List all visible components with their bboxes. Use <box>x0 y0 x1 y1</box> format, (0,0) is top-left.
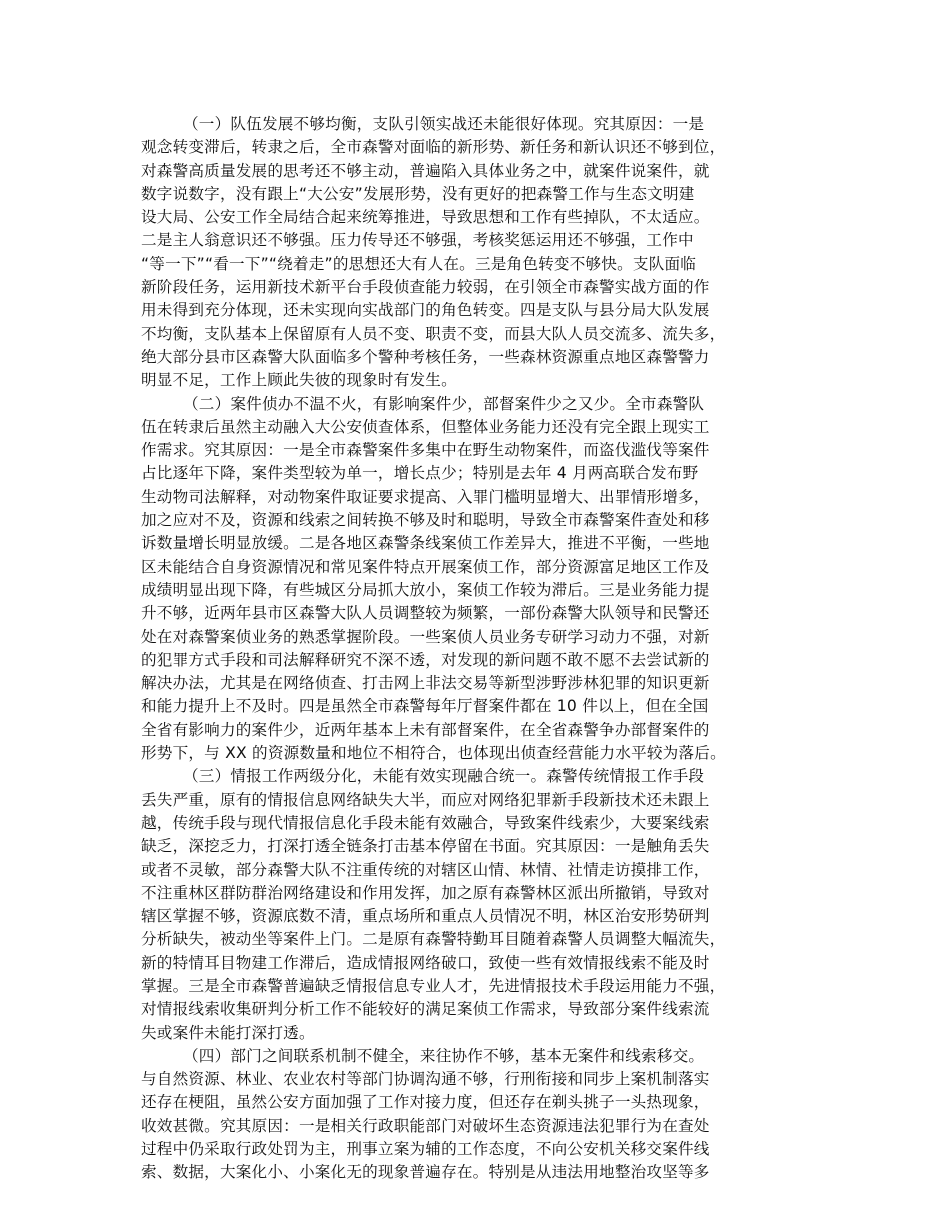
text-line: 二是主人翁意识还不够强。压力传导还不够强，考核奖惩运用还不够强，工作中 <box>141 231 694 250</box>
text-line: 设大局、公安工作全局结合起来统筹推进，导致思想和工作有些掉队，不太适应。 <box>141 208 710 227</box>
text-line: 新阶段任务，运用新技术新平台手段侦查能力较弱，在引领全市森警实战方面的作 <box>141 278 710 297</box>
text-line: 失或案件未能打深打透。 <box>141 1023 315 1042</box>
text-line: 升不够，近两年县市区森警大队人员调整较为频繁，一部份森警大队领导和民警还 <box>141 604 710 623</box>
paragraph-first-line: （一）队伍发展不够均衡，支队引领实战还未能很好体现。究其原因：一是 <box>183 115 705 133</box>
text-line: 分析缺失，被动坐等案件上门。二是原有森警特勤耳目随着森警人员调整大幅流失， <box>141 930 726 949</box>
text-line: 过程中仍采取行政处罚为主，刑事立案为辅的工作态度，不向公安机关移交案件线 <box>141 1140 710 1159</box>
text-line: 诉数量增长明显放缓。二是各地区森警条线案侦工作差异大，推进不平衡，一些地 <box>141 534 710 553</box>
text-line: 区未能结合自身资源情况和常见案件特点开展案侦工作，部分资源富足地区工作及 <box>141 557 710 576</box>
paragraph-first-line: （四）部门之间联系机制不健全，来往协作不够，基本无案件和线索移交。 <box>183 1046 705 1065</box>
paragraph-first-line: （二）案件侦办不温不火，有影响案件少，部督案件少之又少。全市森警队 <box>183 394 705 413</box>
text-line: 绝大部分县市区森警大队面临多个警种考核任务，一些森林资源重点地区森警警力 <box>141 347 710 366</box>
text-line: 明显不足，工作上顾此失彼的现象时有发生。 <box>141 371 457 390</box>
text-line: 索、数据，大案化小、小案化无的现象普遍存在。特别是从违法用地整治攻坚等多 <box>141 1163 710 1182</box>
text-line: 成绩明显出现下降，有些城区分局抓大放小，案侦工作较为滞后。三是业务能力提 <box>141 580 710 599</box>
text-line: 对森警高质量发展的思考还不够主动，普遍陷入具体业务之中，就案件说案件，就 <box>141 161 710 180</box>
text-line: 数字说数字，没有跟上“大公安”发展形势，没有更好的把森警工作与生态文明建 <box>141 184 695 203</box>
text-line: 还存在梗阻，虽然公安方面加强了工作对接力度，但还存在剃头挑子一头热现象， <box>141 1093 710 1112</box>
text-line: 或者不灵敏，部分森警大队不注重传统的对辖区山情、林情、社情走访摸排工作， <box>141 860 710 879</box>
text-line: 占比逐年下降，案件类型较为单一，增长点少；特别是去年 4 月两高联合发布野 <box>141 464 699 483</box>
text-line: 全省有影响力的案件少，近两年基本上未有部督案件，在全省森警争办部督案件的 <box>141 720 710 739</box>
text-line: 伍在转隶后虽然主动融入大公安侦查体系，但整体业务能力还没有完全跟上现实工 <box>141 417 710 436</box>
text-line: 缺乏，深挖乏力，打深打透全链条打击基本停留在书面。究其原因：一是触角丢失 <box>141 837 710 856</box>
text-line: 越，传统手段与现代情报信息化手段未能有效融合，导致案件线索少，大要案线索 <box>141 813 710 832</box>
text-line: 不注重林区群防群治网络建设和作用发挥，加之原有森警林区派出所撤销，导致对 <box>141 883 710 902</box>
text-line: 观念转变滞后，转隶之后，全市森警对面临的新形势、新任务和新认识还不够到位， <box>141 138 726 157</box>
text-line: 辖区掌握不够，资源底数不清，重点场所和重点人员情况不明，林区治安形势研判 <box>141 907 710 926</box>
text-line: “等一下”“看一下”“绕着走”的思想还大有人在。三是角色转变不够快。支队面临 <box>141 254 697 273</box>
text-line: 新的特情耳目物建工作滞后，造成情报网络破口，致使一些有效情报线索不能及时 <box>141 953 710 972</box>
text-line: 收效甚微。究其原因：一是相关行政职能部门对破坏生态资源违法犯罪行为在查处 <box>141 1116 710 1135</box>
text-line: 丢失严重，原有的情报信息网络缺失大半，而应对网络犯罪新手段新技术还未跟上 <box>141 790 710 809</box>
paragraph-first-line: （三）情报工作两级分化，未能有效实现融合统一。森警传统情报工作手段 <box>183 767 705 786</box>
text-line: 对情报线索收集研判分析工作不能较好的满足案侦工作需求，导致部分案件线索流 <box>141 1000 710 1019</box>
text-line: 生动物司法解释，对动物案件取证要求提高、入罪门槛明显增大、出罪情形增多， <box>141 487 710 506</box>
text-line: 和能力提升上不及时。四是虽然全市森警每年厅督案件都在 10 件以上，但在全国 <box>141 697 709 716</box>
text-line: 掌握。三是全市森警普遍缺乏情报信息专业人才，先进情报技术手段运用能力不强， <box>141 976 726 995</box>
text-line: 形势下，与 XX 的资源数量和地位不相符合，也体现出侦查经营能力水平较为落后。 <box>141 744 726 763</box>
text-line: 解决办法，尤其是在网络侦查、打击网上非法交易等新型涉野涉林犯罪的知识更新 <box>141 674 710 693</box>
text-line: 加之应对不及，资源和线索之间转换不够及时和聪明，导致全市森警案件查处和移 <box>141 511 710 530</box>
text-line: 不均衡，支队基本上保留原有人员不变、职责不变，而县大队人员交流多、流失多， <box>141 324 726 343</box>
document-body <box>141 113 829 1185</box>
text-line: 用未得到充分体现，还未实现向实战部门的角色转变。四是支队与县分局大队发展 <box>141 301 710 320</box>
text-line: 作需求。究其原因：一是全市森警案件多集中在野生动物案件，而盗伐滥伐等案件 <box>141 441 710 460</box>
text-line: 处在对森警案侦业务的熟悉掌握阶段。一些案侦人员业务专研学习动力不强，对新 <box>141 627 710 646</box>
text-line: 的犯罪方式手段和司法解释研究不深不透，对发现的新问题不敢不愿不去尝试新的 <box>141 650 710 669</box>
text-line: 与自然资源、林业、农业农村等部门协调沟通不够，行刑衔接和同步上案机制落实 <box>141 1070 710 1089</box>
